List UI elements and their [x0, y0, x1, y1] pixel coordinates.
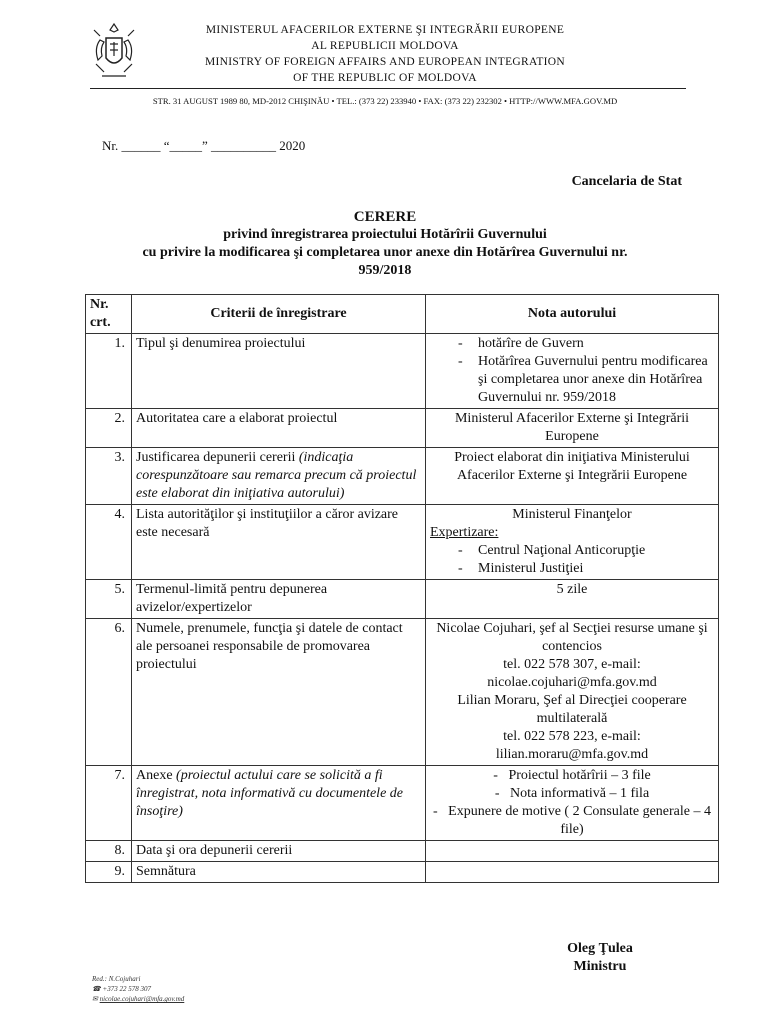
header-en-line1: MINISTRY OF FOREIGN AFFAIRS AND EUROPEAN INTEGRATION [205, 56, 565, 68]
list-item: - Nota informativă – 1 fila [494, 786, 650, 801]
row-note [426, 334, 719, 409]
row-criteria: Lista autorităţilor şi instituţiilor a căror avizare este necesară [132, 505, 426, 580]
row-criteria: Data şi ora depunerii cererii [132, 841, 426, 862]
title-line3: cu privire la modificarea şi completarea unor anexe din Hotărîrea Guvernului nr. [142, 245, 628, 260]
header-en-line2: OF THE REPUBLIC OF MOLDOVA [293, 72, 477, 84]
table-row [86, 334, 719, 409]
registration-number-line: Nr. ______ “_____” __________ 2020 [102, 138, 306, 153]
header-divider [90, 88, 686, 89]
executor-email[interactable]: nicolae.cojuhari@mfa.gov.md [99, 995, 185, 1003]
row-criteria: Tipul şi denumirea proiectului [132, 334, 426, 409]
list-item: - Centrul Naţional Anticorupţie [458, 542, 714, 560]
executor-phone: +373 22 578 307 [102, 985, 151, 993]
note-line: tel. 022 578 307, e-mail: nicolae.cojuhari@mfa.gov.md [487, 657, 657, 690]
row-note [426, 862, 719, 883]
row-nr: 4. [86, 505, 132, 580]
signature-block [520, 940, 680, 976]
contact-line: STR. 31 AUGUST 1989 80, MD-2012 CHIŞINĂU • TEL.: (373 22) 233940 • FAX: (373 22) 232302 • HTTP://WWW.MFA.GOV.MD [152, 96, 618, 106]
note-line: tel. 022 578 223, e-mail: lilian.moraru@mfa.gov.md [495, 729, 649, 762]
criteria-text: Justificarea depunerii cererii [136, 450, 296, 465]
executor-name: Red.: N.Cojuhari [92, 975, 141, 983]
list-item: - hotărîre de Guvern [458, 335, 714, 353]
row-nr: 5. [86, 580, 132, 619]
note-label: Expertizare: [430, 525, 499, 540]
signatory-role: Ministru [573, 959, 627, 974]
table-row [86, 505, 719, 580]
list-item: - Hotărîrea Guvernului pentru modificarea şi completarea unor anexe din Hotărîrea Guvernului nr. 959/2018 [458, 353, 714, 407]
row-note: Ministerul Afacerilor Externe şi Integrării Europene [426, 409, 719, 448]
table-row [86, 580, 719, 619]
table-row [86, 619, 719, 766]
row-nr: 2. [86, 409, 132, 448]
row-note: 5 zile [426, 580, 719, 619]
row-note [426, 766, 719, 841]
note-line: Lilian Moraru, Şef al Direcţiei cooperare multilaterală [457, 693, 687, 726]
row-nr: 7. [86, 766, 132, 841]
header-ro-line1: MINISTERUL AFACERILOR EXTERNE ŞI INTEGRĂRII EUROPENE [205, 24, 565, 36]
row-criteria [132, 766, 426, 841]
row-criteria: Termenul-limită pentru depunerea avizelor/expertizelor [132, 580, 426, 619]
list-item: - Proiectul hotărîrii – 3 file [493, 768, 651, 783]
row-nr: 1. [86, 334, 132, 409]
criteria-text: Anexe [136, 768, 173, 783]
row-nr: 9. [86, 862, 132, 883]
row-note [426, 841, 719, 862]
table-row [86, 766, 719, 841]
criteria-italic: (proiectul actului care se solicită a fi înregistrat, nota informativă cu documentele de însoţire) [136, 768, 403, 819]
ministry-header [0, 22, 770, 86]
table-row [86, 841, 719, 862]
signatory-name: Oleg Ţulea [567, 941, 633, 956]
row-nr: 6. [86, 619, 132, 766]
addressee: Cancelaria de Stat [571, 174, 682, 189]
envelope-icon: ✉ [92, 995, 98, 1003]
header-criteria: Criterii de înregistrare [132, 295, 426, 334]
title-line4: 959/2018 [358, 263, 412, 278]
header-ro-line2: AL REPUBLICII MOLDOVA [311, 40, 459, 52]
executor-footer [92, 974, 184, 1004]
row-nr: 3. [86, 448, 132, 505]
note-line: Nicolae Cojuhari, şef al Secţiei resurse umane şi contencios [436, 621, 708, 654]
row-criteria: Numele, prenumele, funcţia şi datele de contact ale persoanei responsabile de promovarea proiectului [132, 619, 426, 766]
registration-table [85, 294, 719, 883]
row-criteria [132, 448, 426, 505]
note-top: Ministerul Finanţelor [512, 507, 632, 522]
table-header-row [86, 295, 719, 334]
row-criteria: Autoritatea care a elaborat proiectul [132, 409, 426, 448]
title-line2: privind înregistrarea proiectului Hotărîrii Guvernului [223, 227, 547, 242]
list-item: - Ministerul Justiţiei [458, 560, 714, 578]
table-row [86, 448, 719, 505]
row-nr: 8. [86, 841, 132, 862]
row-criteria: Semnătura [132, 862, 426, 883]
phone-icon: ☎ [92, 985, 101, 993]
row-note [426, 619, 719, 766]
document-title [0, 208, 770, 280]
title-line1: CERERE [353, 209, 417, 225]
row-note [426, 505, 719, 580]
table-row [86, 409, 719, 448]
header-note: Nota autorului [426, 295, 719, 334]
list-item: - Expunere de motive ( 2 Consulate generale – 4 file) [433, 804, 711, 837]
table-row [86, 862, 719, 883]
header-nr: Nr. crt. [86, 295, 132, 334]
criteria-italic: (indicaţia corespunzătoare sau remarca precum că proiectul este elaborat din iniţiativa autorului) [136, 450, 417, 501]
row-note: Proiect elaborat din iniţiativa Ministerului Afacerilor Externe şi Integrării Europene [426, 448, 719, 505]
